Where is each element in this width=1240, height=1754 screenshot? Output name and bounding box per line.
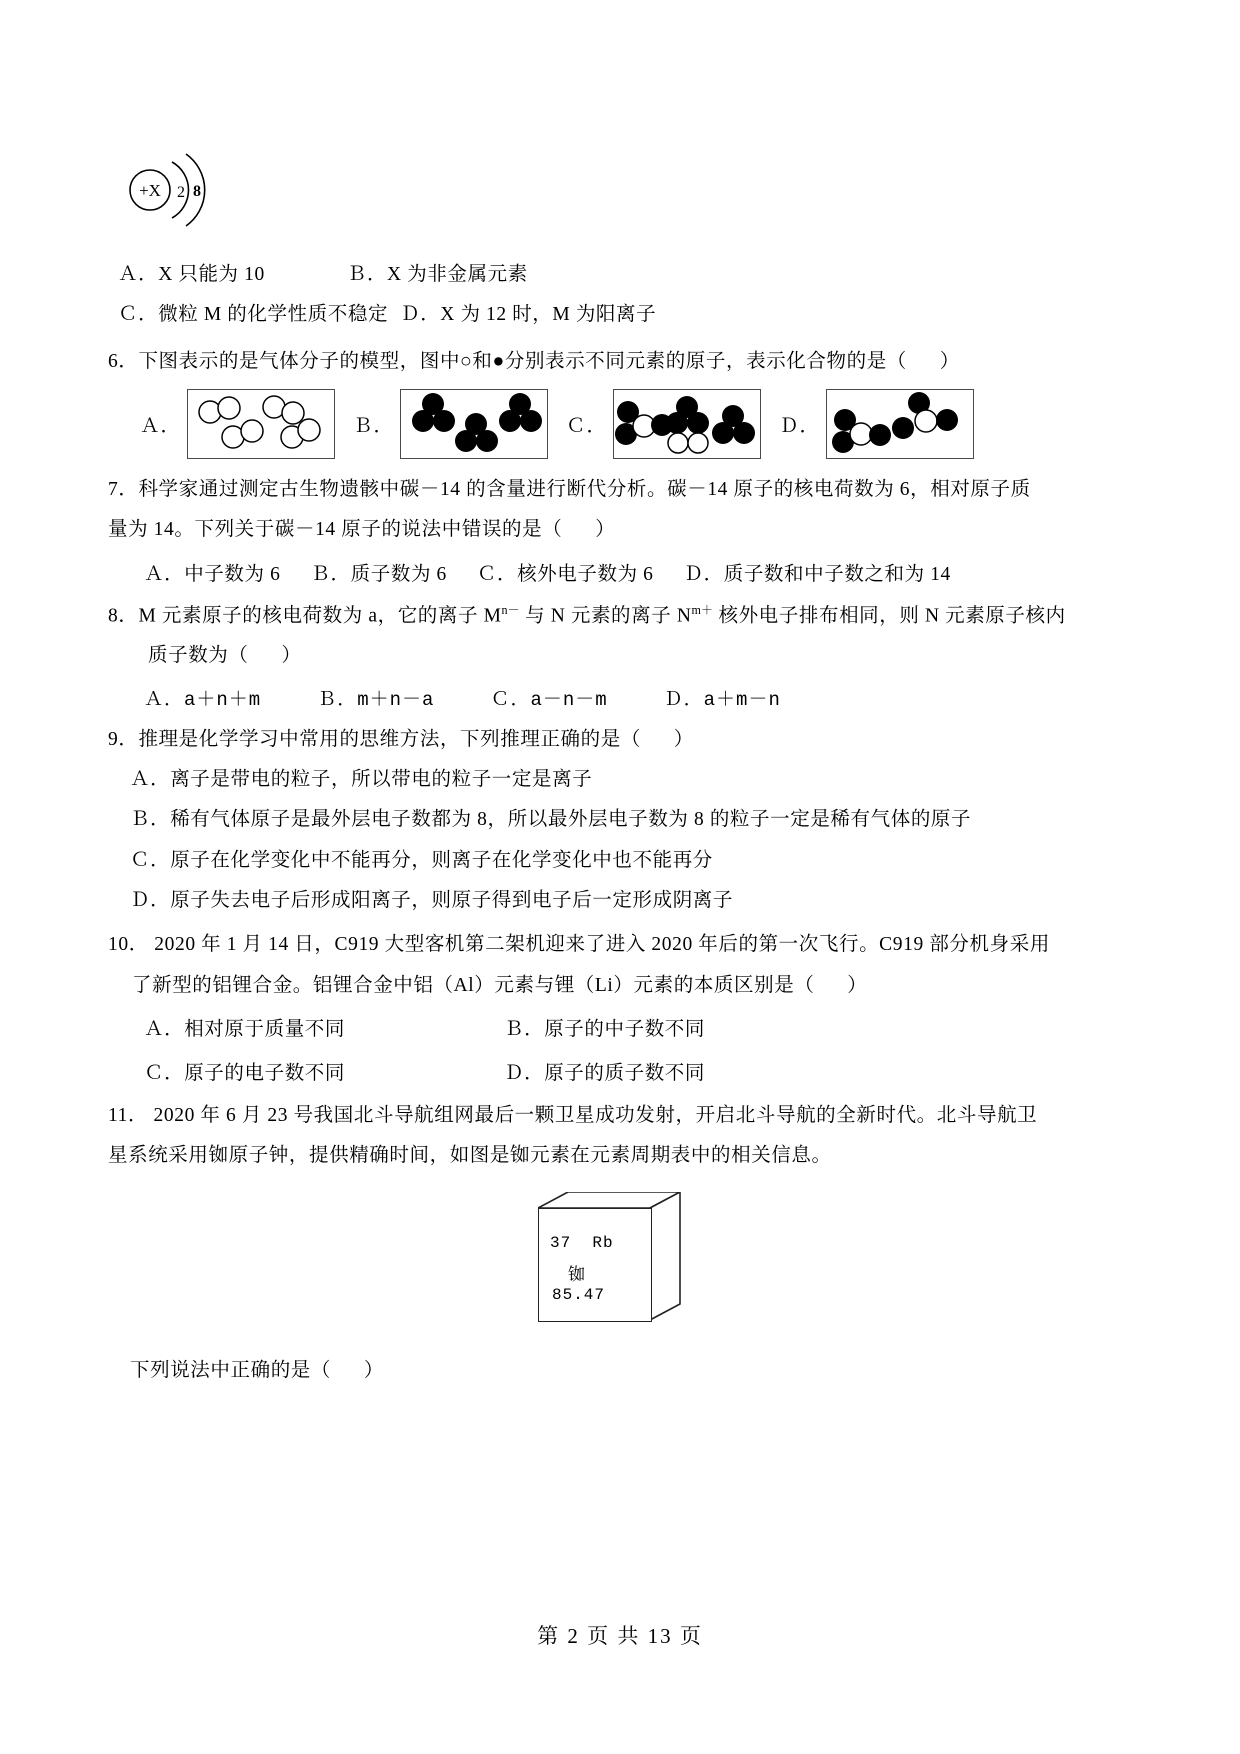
q7-option-a: Ａ．中子数为 6 <box>144 563 281 585</box>
q10-stem-line-2: 了新型的铝锂合金。铝锂合金中铝（Al）元素与锂（Li）元素的本质区别是（ ） <box>132 974 868 996</box>
rb-atomic-mass: 85.47 <box>552 1285 606 1304</box>
q11-stem-line-2: 星系统采用铷原子钟，提供精确时间，如图是铷元素在元素周期表中的相关信息。 <box>108 1145 832 1167</box>
q8-option-d: Ｄ．a＋m－n <box>663 688 781 711</box>
q11-stem-line-1: 11． 2020 年 6 月 23 号我国北斗导航组网最后一颗卫星成功发射，开启北斗导航的全新时代。北斗导航卫 <box>108 1104 1038 1126</box>
q6-choice-b-label: Ｂ． <box>353 415 395 437</box>
q6-choice-a <box>140 389 353 459</box>
atom-nucleus-label: +X <box>139 181 161 200</box>
molecule-box-c <box>613 389 761 459</box>
page-content <box>108 120 1118 1398</box>
q9-option-c: Ｃ．原子在化学变化中不能再分，则离子在化学变化中也不能再分 <box>130 849 713 871</box>
q8-option-a: Ａ．a＋n＋m <box>144 688 262 711</box>
q9-stem: 9．推理是化学学习中常用的思维方法，下列推理正确的是（ ） <box>108 728 694 750</box>
rb-element-cube-wrap <box>108 1192 1118 1332</box>
q8-sup-1: n－ <box>501 602 520 617</box>
q10-stem-line-1: 10． 2020 年 1 月 14 日，C919 大型客机第二架机迎来了进入 2020 年后的第一次飞行。C919 部分机身采用 <box>108 934 1050 956</box>
q5-option-b: Ｂ．X 为非金属元素 <box>346 264 528 285</box>
q8-option-c: Ｃ．a－n－m <box>490 688 608 711</box>
q6-choice-a-label: Ａ． <box>140 415 182 437</box>
q8-options <box>108 684 1118 711</box>
q8-stem-line-2: 质子数为（ ） <box>148 645 302 667</box>
q6-choice-c-label: Ｃ． <box>566 415 608 437</box>
q9-option-a: Ａ．离子是带电的粒子，所以带电的粒子一定是离子 <box>130 769 593 790</box>
q10-option-d: Ｄ．原子的质子数不同 <box>504 1062 706 1084</box>
q10-option-a: Ａ．相对原于质量不同 <box>144 1018 346 1040</box>
q7-stem-line-2: 量为 14。下列关于碳－14 原子的说法中错误的是（ ） <box>108 519 616 541</box>
q5-option-a: Ａ．X 只能为 10 <box>118 264 265 285</box>
rb-element-cube <box>538 1192 688 1332</box>
molecule-box-a-svg <box>188 390 334 458</box>
q7-option-c: Ｃ．核外电子数为 6 <box>476 563 654 585</box>
q6-choice-d <box>779 389 992 459</box>
rb-chinese-name: 铷 <box>568 1264 586 1284</box>
q8-stem-line-1 <box>108 602 1118 630</box>
q10-options-row-1 <box>108 1013 1118 1041</box>
q7-option-b: Ｂ．质子数为 6 <box>310 563 447 585</box>
rb-atomic-number-symbol: 37 Rb <box>550 1233 614 1252</box>
q10-option-b: Ｂ．原子的中子数不同 <box>504 1018 706 1040</box>
molecule-box-b-svg <box>401 390 547 458</box>
q8-stem-pre: 8．M 元素原子的核电荷数为 a，它的离子 M <box>108 605 502 627</box>
q9-option-b: Ｂ．稀有气体原子是最外层电子数都为 8，所以最外层电子数为 8 的粒子一定是稀有气体的原子 <box>130 809 972 831</box>
molecule-box-a <box>187 389 335 459</box>
q7-option-d: Ｄ．质子数和中子数之和为 14 <box>683 563 951 585</box>
molecule-box-d <box>826 389 974 459</box>
q9-option-d: Ｄ．原子失去电子后形成阳离子，则原子得到电子后一定形成阴离子 <box>130 889 734 911</box>
q8-stem-post: 核外电子排布相同，则 N 元素原子核内 <box>713 605 1066 627</box>
q6-stem: 6．下图表示的是气体分子的模型，图中○和●分别表示不同元素的原子，表示化合物的是（ ） <box>108 350 960 372</box>
q8-sup-2: m＋ <box>691 602 713 617</box>
q7-stem-line-1: 7．科学家通过测定古生物遗骸中碳－14 的含量进行断代分析。碳－14 原子的核电荷数为 6，相对原子质 <box>108 478 1031 500</box>
molecule-box-d-svg <box>827 390 973 458</box>
q6-choice-b <box>353 389 566 459</box>
q5-option-d: Ｄ．X 为 12 时，M 为阳离子 <box>400 304 657 326</box>
q7-options <box>108 558 1118 586</box>
q11-tail: 下列说法中正确的是（ ） <box>130 1359 384 1381</box>
atom-shell-label-2: 8 <box>193 183 201 200</box>
page-footer: 第 2 页 共 13 页 <box>537 1624 703 1648</box>
q8-stem-mid: 与 N 元素的离子 N <box>519 605 692 627</box>
q8-option-b: Ｂ．m＋n－a <box>317 688 435 711</box>
q6-choice-d-label: Ｄ． <box>779 415 821 437</box>
molecule-box-b <box>400 389 548 459</box>
molecule-box-c-svg <box>614 390 760 458</box>
atom-shell-label-1: 2 <box>177 184 185 201</box>
q5-option-c: Ｃ．微粒 M 的化学性质不稳定 <box>118 304 389 326</box>
q6-molecule-row <box>108 389 1118 459</box>
rb-cube-front-face <box>538 1208 652 1322</box>
q6-choice-c <box>566 389 779 459</box>
q5-options-line-2 <box>108 302 1118 328</box>
q5-options-line-1 <box>108 262 1118 288</box>
q10-option-c: Ｃ．原子的电子数不同 <box>144 1062 346 1084</box>
q10-options-row-2 <box>108 1057 1118 1085</box>
